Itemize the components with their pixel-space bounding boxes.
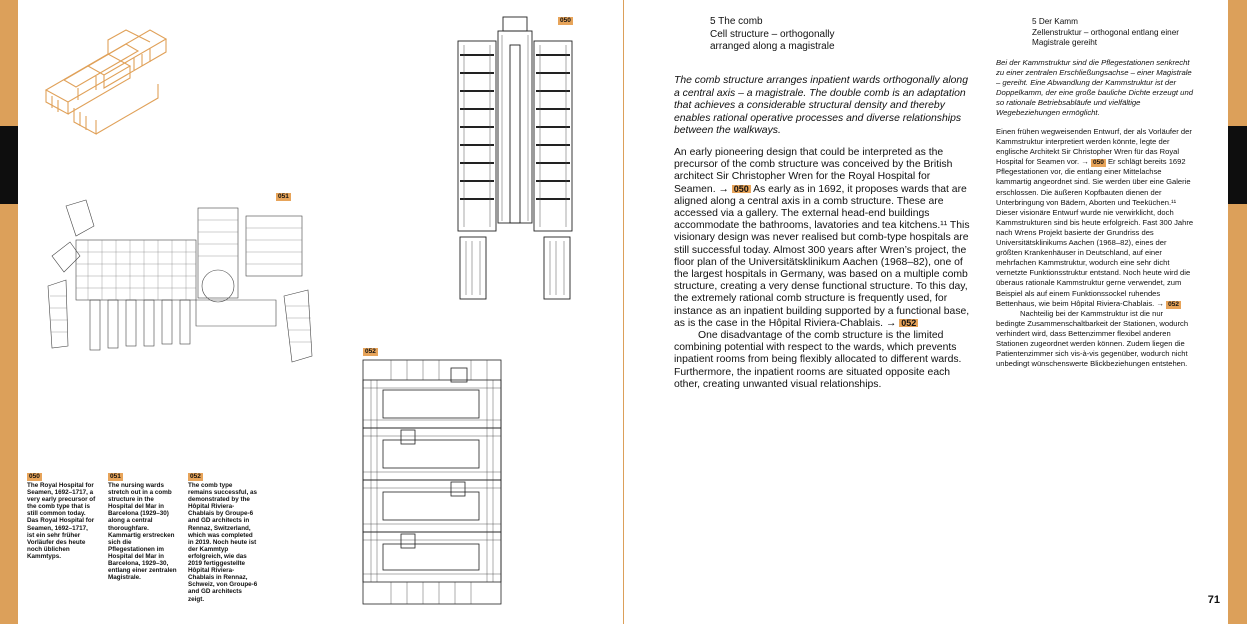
ref-050[interactable]: 050	[733, 183, 749, 194]
ref-050-de[interactable]: 050	[1092, 159, 1104, 167]
left-edge-band	[0, 126, 18, 204]
english-p1-part-a: An early pioneering design that could be interpreted as the precursor of the comb structure was conceived by the British architect Sir Christopher Wren for the Royal Hospital for Seamen. →	[674, 147, 953, 195]
caption-052-number: 052	[190, 473, 201, 480]
german-heading-line2: Zellenstruktur – orthogonal entlang einer	[1032, 27, 1180, 37]
hospital-del-mar-site-plan	[46, 196, 316, 374]
figure-tag-051: 051	[278, 193, 289, 200]
caption-050-number: 050	[29, 473, 40, 480]
riviera-chablais-floor-plan	[361, 358, 509, 608]
caption-052-text: The comb type remains successful, as demonstrated by the Hôpital Riviera-Chablais by Groupe-6 and GD architects in Rennaz, Switzerland, which was completed in 2019. Noch heute ist der Kammtyp erfolgreich, wie das 2019 fertiggestellte Hôpital Riviera-Chablais in Rennaz, Schweiz, von Groupe-6 and GD architects zeigt.	[188, 482, 258, 603]
caption-051	[108, 473, 178, 581]
english-body	[674, 147, 974, 391]
royal-hospital-floor-plan	[458, 15, 598, 303]
english-heading-line2: Cell structure – orthogonally	[710, 28, 835, 40]
right-page	[624, 0, 1228, 624]
caption-052	[188, 473, 258, 603]
english-heading-line3: arranged along a magistrale	[710, 41, 835, 52]
caption-051-text: The nursing wards stretch out in a comb structure in the Hospital del Mar in Barcelona (1929–30) along a central thoroughfare. Kammartig erstrecken sich die Pflegestationen im Hospital del Mar in Barcelona, 1929–30, entlang einer zentralen Magistrale.	[108, 482, 177, 582]
german-heading-line1: 5 Der Kamm	[1032, 17, 1078, 26]
german-lead: Bei der Kammstruktur sind die Pflegestationen senkrecht zu einer zentralen Erschließungsachse – einer Magistrale – gereiht. Eine Abwandlung der Kammstruktur ist der Doppelkamm, der eine große bauliche Dichte erzeugt und so rationale Betriebsabläufe und vielfältige Wegebeziehungen ermöglicht.	[996, 58, 1193, 117]
german-body	[996, 127, 1194, 369]
german-heading-line3: Magistrale gereiht	[1032, 38, 1098, 47]
english-lead: The comb structure arranges inpatient wards orthogonally along a central axis – a magistrale. The double comb is an adaptation that achieves a considerable structural density and thereby enables rational operative processes and diverse relationships between the walkways.	[674, 75, 968, 137]
figure-tag-050: 050	[560, 17, 571, 24]
page-number: 71	[1207, 594, 1220, 606]
english-heading	[710, 16, 835, 54]
german-paragraph-1	[996, 127, 1194, 309]
english-p1-part-b: As early as in 1692, it proposes wards that are aligned along a central axis in a comb structure. These are accessed via a gallery. The external head-end buildings accommodate the bathrooms, lavatories and tea kitchens.¹¹ This visionary design was never realised but comb-type hospitals are still successful today. Almost 300 years after Wren’s project, the floor plan of the Universitätsklinikum Aachen (1968–82), one of the largest hospitals in Germany, was based on a multiple comb structure, creating a very dense functional structure. To this day, the extremely rational comb structure is frequently used, for instance as an inpatient building supported by a functional base, as is the case in the Hôpital Riviera-Chablais. →	[674, 183, 970, 329]
left-page	[18, 0, 623, 624]
caption-050-text: The Royal Hospital for Seamen, 1692–1717, a very early precursor of the comb type that is still common today. Das Royal Hospital for Seamen, 1692–1717, ist ein sehr früher Vorläufer des heute noch üblichen Kammtyps.	[27, 482, 96, 560]
ref-052[interactable]: 052	[901, 317, 917, 328]
german-p1-part-a: Einen frühen wegweisenden Entwurf, der als Vorläufer der Kammstruktur interpretiert werden könnte, legte der englische Architekt Sir Christopher Wren für das Royal Hospital for Seamen vor. →	[996, 127, 1192, 167]
english-paragraph-2: One disadvantage of the comb structure is the limited combining potential with respect to the wards, which prevents inpatient rooms from being flexibly allocated to different wards. Furthermore, the inpatient rooms are situated opposite each other, creating unwanted visual relationships.	[674, 330, 962, 390]
english-paragraph-1	[674, 147, 974, 330]
caption-051-number: 051	[110, 473, 121, 480]
caption-050	[27, 473, 97, 560]
ref-052-de[interactable]: 052	[1168, 300, 1179, 308]
german-p1-part-b: Er schlägt bereits 1692 Pflegestationen vor, die entlang einer Mittelachse kammartig angeordnet sind. Sie werden über eine Galerie erschlossen. Die äußeren Kopfbauten dienen der Unterbringung von Bädern, Aborten und Teeküchen.¹¹ Dieser visionäre Entwurf wurde nie verwirklicht, doch Kammstrukturen sind bis heute erfolgreich. Fast 300 Jahre nach Wrens Projekt basierte der Grundriss des Universitätsklinikums Aachen (1968–82), eines der größten Krankenhäuser in Deutschland, auf einer mehrfachen Kammstruktur, wodurch eine sehr dicht vernetzte Funktionsstruktur entstand. Noch heute wird die überaus rationale Kammstruktur gerne verwendet, zum Beispiel als auf einem Funktionssockel ruhendes Bettenhaus, wie beim Hôpital Riviera-Chablais. →	[996, 157, 1194, 308]
english-heading-line1: 5 The comb	[710, 16, 763, 27]
isometric-comb-diagram	[38, 18, 188, 136]
german-paragraph-2: Nachteilig bei der Kammstruktur ist die nur bedingte Zusammenschaltbarkeit der Stationen, wodurch verhindert wird, dass Bettenzimmer flexibel anderen Stationen zugeordnet werden können. Zudem liegen die Patientenzimmer sich vis-à-vis gegenüber, wodurch nicht unbedingt wünschenswerte Blickbeziehungen entstehen.	[996, 308, 1189, 369]
right-edge-band	[1228, 126, 1247, 204]
figure-tag-052: 052	[365, 348, 376, 355]
german-heading	[1032, 17, 1179, 49]
